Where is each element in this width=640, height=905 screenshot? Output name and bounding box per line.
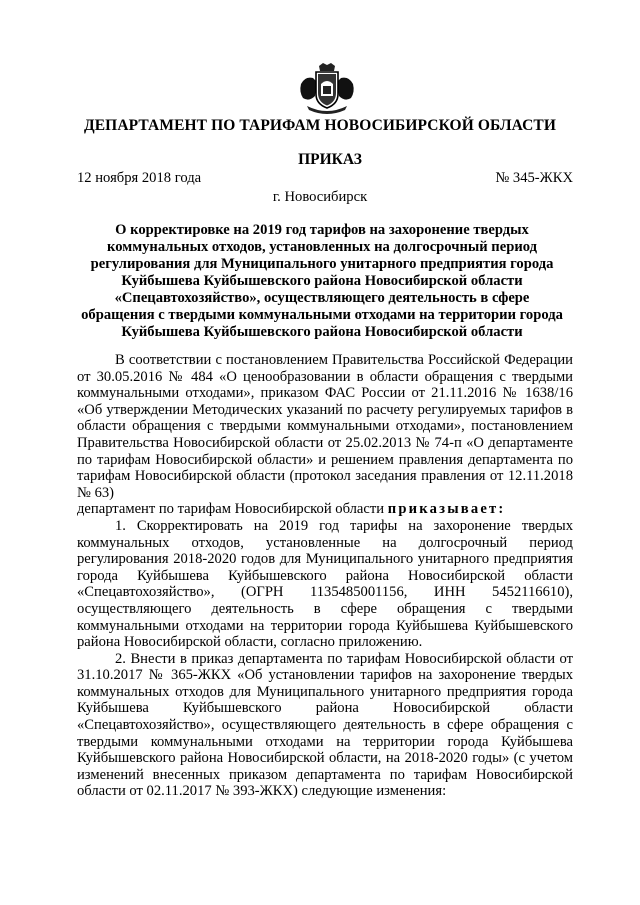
order-body — [77, 352, 573, 800]
order-subject: О корректировке на 2019 год тарифов на захоронение твердых коммунальных отходов, установленных на долгосрочный период регулирования для Муниципального унитарного предприятия города Куйбышева Куйбышевского района Новосибирской области «Спецавтохозяйство», осуществляющего деятельность в сфере обращения с твердыми коммунальными отходами на территории города Куйбышева Куйбышевского района Новосибирской области — [81, 222, 563, 340]
orders-line — [77, 501, 573, 518]
order-number: № 345-ЖКХ — [495, 170, 573, 186]
order-date: 12 ноября 2018 года — [77, 170, 202, 186]
city: г. Новосибирск — [272, 189, 368, 205]
date-number-row — [77, 170, 573, 187]
coat-of-arms-icon — [297, 62, 357, 117]
preamble-paragraph: В соответствии с постановлением Правительства Российской Федерации от 30.05.2016 № 484 «О ценообразовании в области обращения с твердыми коммунальными отходами», приказом ФАС России от 21.11.2016 № 1638/16 «Об утверждении Методических указаний по расчету регулируемых тарифов в области обращения с твердыми коммунальными отходами», постановлением Правительства Новосибирской области от 25.02.2013 № 74-п «О департаменте по тарифам Новосибирской области» и решением правления департамента по тарифам Новосибирской области (протокол заседания правления от 12.11.2018 № 63) — [77, 352, 573, 501]
order-item-1: 1. Скорректировать на 2019 год тарифы на захоронение твердых коммунальных отходов, установленные на долгосрочный период регулирования 2018-2020 годов для Муниципального унитарного предприятия города Куйбышева Куйбышевского района Новосибирской области «Спецавтохозяйство», (ОГРН 1135485001156, ИНН 5452116610), осуществляющего деятельность в сфере обращения с твердыми коммунальными отходами на территории города Куйбышева Куйбышевского района Новосибирской области, согласно приложению. — [77, 517, 573, 651]
orders-intro: департамент по тарифам Новосибирской области — [77, 501, 385, 518]
department-title: ДЕПАРТАМЕНТ ПО ТАРИФАМ НОВОСИБИРСКОЙ ОБЛАСТИ — [83, 117, 557, 134]
orders-word: приказывает: — [387, 501, 506, 518]
document-type: ПРИКАЗ — [298, 151, 362, 168]
order-item-2: 2. Внести в приказ департамента по тарифам Новосибирской области от 31.10.2017 № 365-ЖКХ «Об установлении тарифов на захоронение твердых коммунальных отходов для Муниципального унитарного предприятия города Куйбышева Куйбышевского района Новосибирской области «Спецавтохозяйство», осуществляющего деятельность в сфере обращения с твердыми коммунальными отходами на территории города Куйбышева Куйбышевского района Новосибирской области, на 2018-2020 годы» (с учетом изменений внесенных приказом департамента по тарифам Новосибирской области от 02.11.2017 № 393-ЖКХ) следующие изменения: — [77, 650, 573, 800]
